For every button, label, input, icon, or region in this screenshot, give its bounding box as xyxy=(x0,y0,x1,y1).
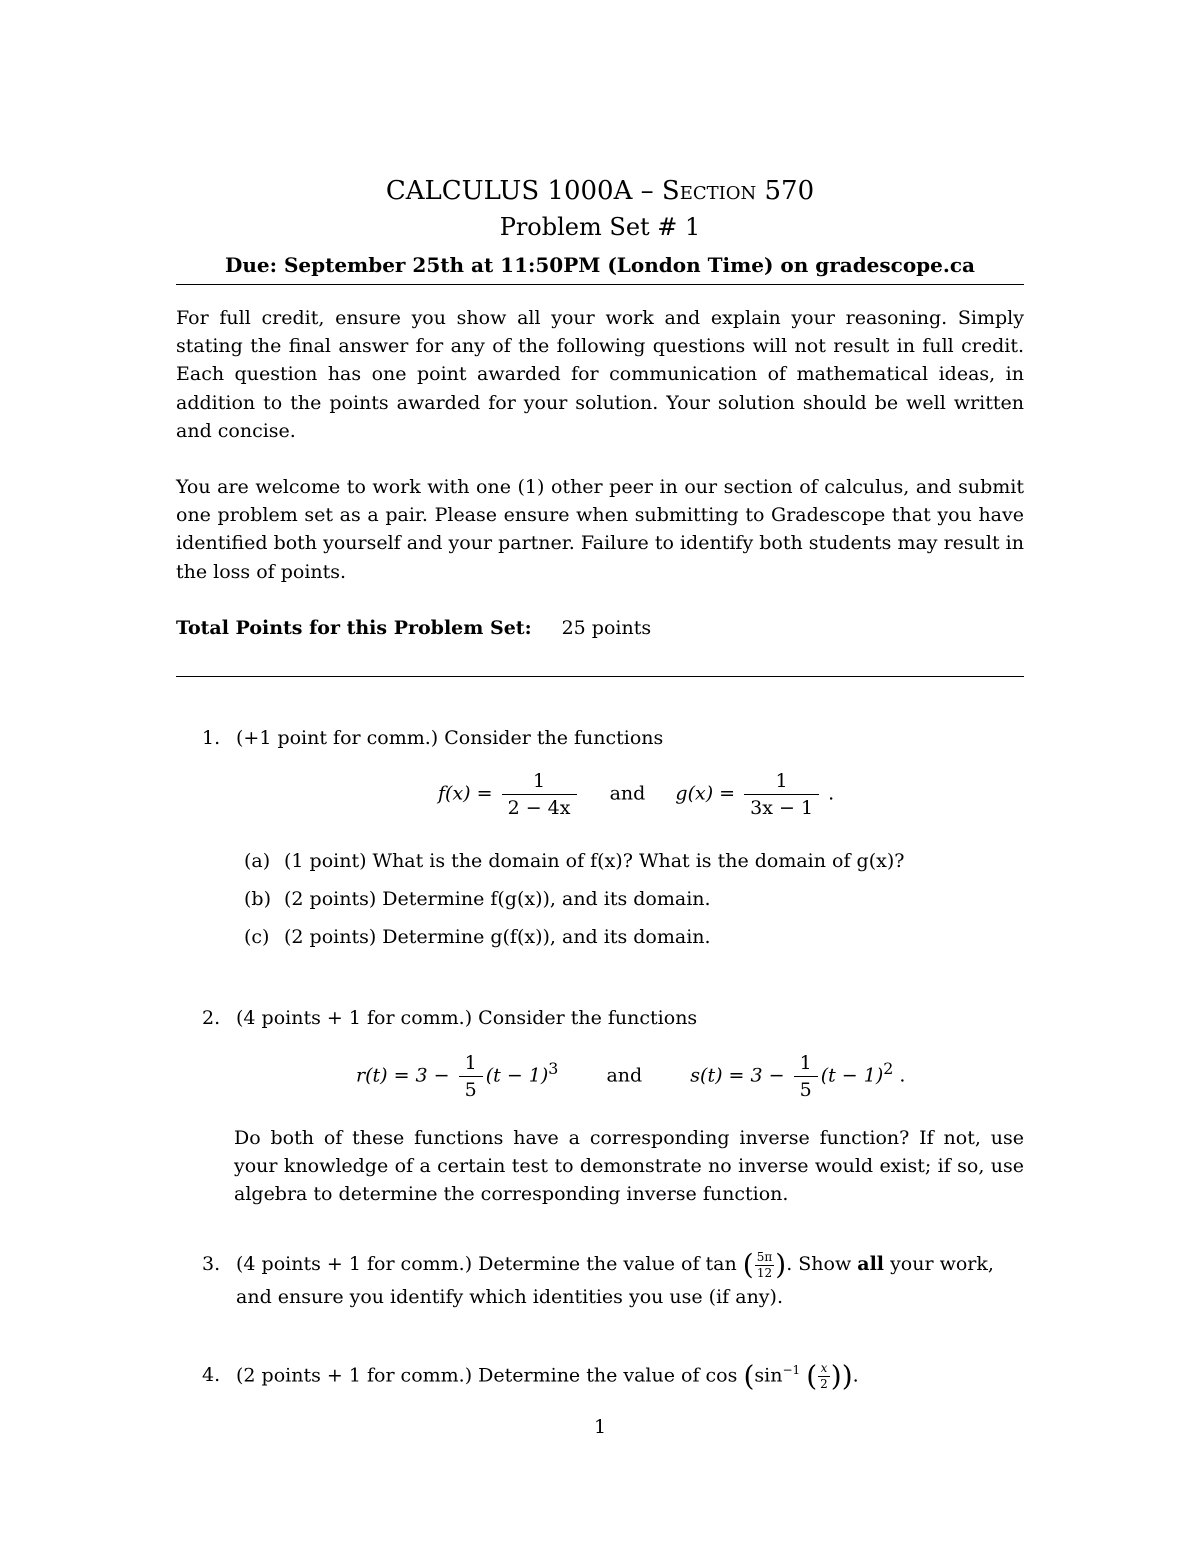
f-definition-lhs: f(x) = xyxy=(438,782,493,805)
question-4-numerator: x xyxy=(820,1360,828,1375)
question-3-line-2: and ensure you identify which identities you use (if any). xyxy=(236,1286,783,1308)
question-3-text-2: . Show xyxy=(786,1253,858,1275)
question-3-number: 3. xyxy=(202,1253,221,1275)
course-title xyxy=(176,170,1024,212)
question-4-fraction xyxy=(818,1362,830,1391)
question-2-body: Do both of these functions have a corresponding inverse function? If not, use your knowledge of a certain test to demonstrate no inverse would exist; if so, use algebra to determine the corresponding inverse function. xyxy=(234,1127,1024,1206)
total-points xyxy=(176,614,651,642)
question-1-text: (+1 point for comm.) Consider the functions xyxy=(236,727,664,749)
top-divider xyxy=(176,284,1024,285)
question-4-period: . xyxy=(852,1364,859,1387)
s-exponent: 2 xyxy=(883,1059,894,1079)
r-fraction xyxy=(459,1052,483,1101)
equation-period-2: . xyxy=(899,1064,906,1087)
r-denominator: 5 xyxy=(459,1076,483,1101)
r-factor: (t − 1) xyxy=(485,1064,549,1087)
question-3-numerator: 5π xyxy=(756,1249,773,1264)
instructions-paragraph-2: You are welcome to work with one (1) other peer in our section of calculus, and submit one problem set as a pair. Please ensure when submitting to Gradescope that you have identified both yourself and your partner. Failure to identify both students may result in the loss of points. xyxy=(176,476,1024,583)
question-4-arcsin: sin xyxy=(754,1364,783,1387)
question-4-text: (2 points + 1 for comm.) Determine the value of cos xyxy=(236,1364,738,1387)
question-4: 4. (2 points + 1 for comm.) Determine the value of $\cos (\sin^{-1}$ ( $\frac{x}{2}$ )). xyxy=(202,1359,859,1393)
bottom-divider xyxy=(176,676,1024,677)
f-denominator: 2 − 4x xyxy=(502,794,577,819)
s-definition-lhs: s(t) = 3 − xyxy=(690,1064,785,1087)
question-1-number: 1. xyxy=(202,727,221,749)
r-exponent: 3 xyxy=(548,1059,559,1079)
question-3-text: (4 points + 1 for comm.) Determine the value of tan xyxy=(236,1253,737,1275)
question-2 xyxy=(202,1004,697,1032)
g-fraction xyxy=(744,770,819,819)
question-1a-label: (a) xyxy=(244,850,271,872)
question-2-number: 2. xyxy=(202,1007,221,1029)
question-1 xyxy=(202,724,663,752)
question-1c xyxy=(244,923,711,951)
question-1a xyxy=(244,847,904,875)
equation-period: . xyxy=(828,782,835,805)
s-factor: (t − 1) xyxy=(820,1064,884,1087)
question-1-equation xyxy=(438,770,834,819)
total-points-label: Total Points for this Problem Set: xyxy=(176,617,532,639)
question-1c-text: (2 points) Determine g(f(x)), and its domain. xyxy=(284,926,711,948)
f-numerator: 1 xyxy=(533,770,546,792)
question-4-number: 4. xyxy=(202,1364,221,1387)
course-name: CALCULUS 1000A – xyxy=(385,176,662,206)
s-fraction xyxy=(794,1052,818,1101)
g-denominator: 3x − 1 xyxy=(744,794,819,819)
question-3-text-3: your work, xyxy=(884,1253,994,1275)
question-4-denominator: 2 xyxy=(820,1376,828,1391)
and-word: and xyxy=(609,782,646,805)
g-numerator: 1 xyxy=(775,770,788,792)
s-denominator: 5 xyxy=(794,1076,818,1101)
question-1c-label: (c) xyxy=(244,926,270,948)
question-3-fraction xyxy=(755,1251,775,1280)
question-3: 3. (4 points + 1 for comm.) Determine the value of tan ( $\frac{5\pi}{12}$ ). Show all your work, xyxy=(202,1248,994,1281)
course-section-number: 570 xyxy=(756,176,815,206)
r-definition-lhs: r(t) = 3 − xyxy=(356,1064,450,1087)
question-4-exponent: −1 xyxy=(782,1363,801,1377)
g-definition-lhs: g(x) = xyxy=(675,782,736,805)
question-1a-text: (1 point) What is the domain of f(x)? What is the domain of g(x)? xyxy=(284,850,905,872)
question-1b-label: (b) xyxy=(244,888,271,910)
question-2-text: (4 points + 1 for comm.) Consider the functions xyxy=(236,1007,698,1029)
r-numerator: 1 xyxy=(464,1052,477,1074)
course-section-word: Section xyxy=(661,176,757,206)
question-1b-text: (2 points) Determine f(g(x)), and its domain. xyxy=(284,888,711,910)
question-2-equation xyxy=(356,1052,905,1101)
total-points-value: 25 points xyxy=(561,617,652,639)
due-date: Due: September 25th at 11:50PM (London Time) on gradescope.ca xyxy=(224,253,975,277)
problem-set-title: Problem Set # 1 xyxy=(499,213,701,241)
header xyxy=(176,170,1024,282)
question-3-denominator: 12 xyxy=(756,1265,773,1280)
question-3-emphasis: all xyxy=(857,1253,885,1275)
and-word-2: and xyxy=(606,1064,643,1087)
f-fraction xyxy=(502,770,577,819)
question-1b xyxy=(244,885,711,913)
s-numerator: 1 xyxy=(799,1052,812,1074)
page-number: 1 xyxy=(593,1416,607,1438)
instructions xyxy=(176,304,1024,586)
instructions-paragraph-1: For full credit, ensure you show all your work and explain your reasoning. Simply stating the final answer for any of the following questions will not result in full credit. Each question has one point awarded for communication of mathematical ideas, in addition to the points awarded for your solution. Your solution should be well written and concise. xyxy=(176,307,1024,442)
